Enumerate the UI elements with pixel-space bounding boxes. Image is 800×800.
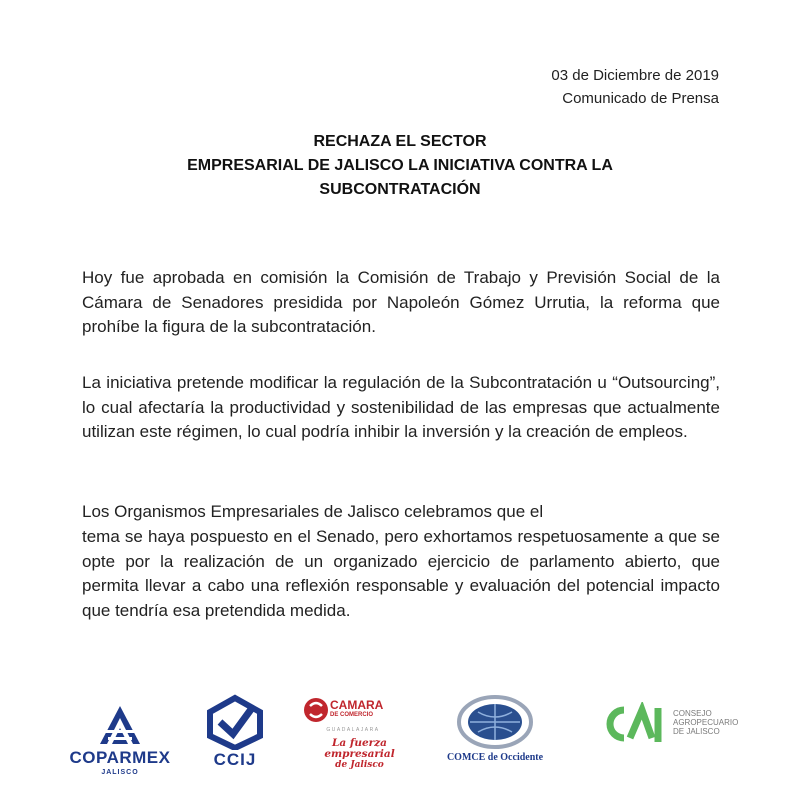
paragraph-1: Hoy fue aprobada en comisión la Comisión de Trabajo y Previsión Social de la Cámara de Senadores presidida por Napoleón Gómez Urrutia, la reforma que prohíbe la figura de la subcontratación. [82, 268, 720, 336]
coparmex-logo [60, 700, 180, 780]
paragraph-3-first-line: Los Organismos Empresariales de Jalisco celebramos que el [82, 502, 544, 521]
coparmex-subtitle: JALISCO [101, 769, 139, 776]
consejo-name [673, 709, 738, 736]
camara-slogan-line-1: La fuerza [332, 737, 387, 749]
partner-logos [0, 680, 800, 790]
document-type: Comunicado de Prensa [562, 90, 719, 107]
camara-slogan [322, 738, 397, 771]
paragraph-2: La iniciativa pretende modificar la regulación de la Subcontratación u “Outsourcing”, lo cual afectaría la productividad y sostenibilidad de las empresas que actualmente utilizan este régimen, lo cual podría inhibir la inversión y la creación de empleos. [82, 373, 720, 441]
camara-city: GUADALAJARA [326, 727, 380, 733]
camara-slogan-line-2: empresarial [324, 748, 395, 760]
camara-logo-icon [302, 696, 330, 724]
title-line-1: RECHAZA EL SECTOR [313, 133, 487, 150]
coparmex-name: COPARMEX [69, 748, 171, 767]
ccij-name: CCIJ [213, 750, 257, 769]
date: 03 de Diciembre de 2019 [551, 67, 719, 84]
camara-comercio-logo [300, 694, 400, 789]
date-block [551, 64, 719, 110]
consejo-line-2: AGROPECUARIO [673, 718, 739, 727]
coparmex-logo-icon [60, 700, 180, 748]
ccij-logo-icon [200, 694, 270, 750]
comce-logo [430, 694, 560, 774]
title-line-2: EMPRESARIAL DE JALISCO LA INICIATIVA CONTRA LA [187, 157, 613, 174]
title-line-3: SUBCONTRATACIÓN [319, 181, 481, 198]
consejo-agropecuario-logo [600, 702, 760, 752]
paragraph-3-rest: tema se haya pospuesto en el Senado, pero exhortamos respetuosamente a que se opte por la realización de un organizado ejercicio de parlamento abierto, que permita llevar a cabo una reflexión responsable y evaluación del potencial impacto que tendría esa pretendida medida. [82, 527, 720, 620]
ccij-logo [200, 694, 270, 774]
consejo-line-3: DE JALISCO [673, 727, 720, 736]
consejo-line-1: CONSEJO [673, 709, 712, 718]
page-title [0, 130, 800, 202]
camara-name: CAMARA [330, 698, 384, 712]
caj-logo-icon [600, 702, 670, 746]
globe-icon [430, 694, 560, 750]
comce-name: COMCE de Occidente [446, 752, 544, 763]
camara-slogan-line-3: de Jalisco [335, 760, 384, 770]
camara-subtitle: DE COMERCIO [330, 712, 374, 718]
